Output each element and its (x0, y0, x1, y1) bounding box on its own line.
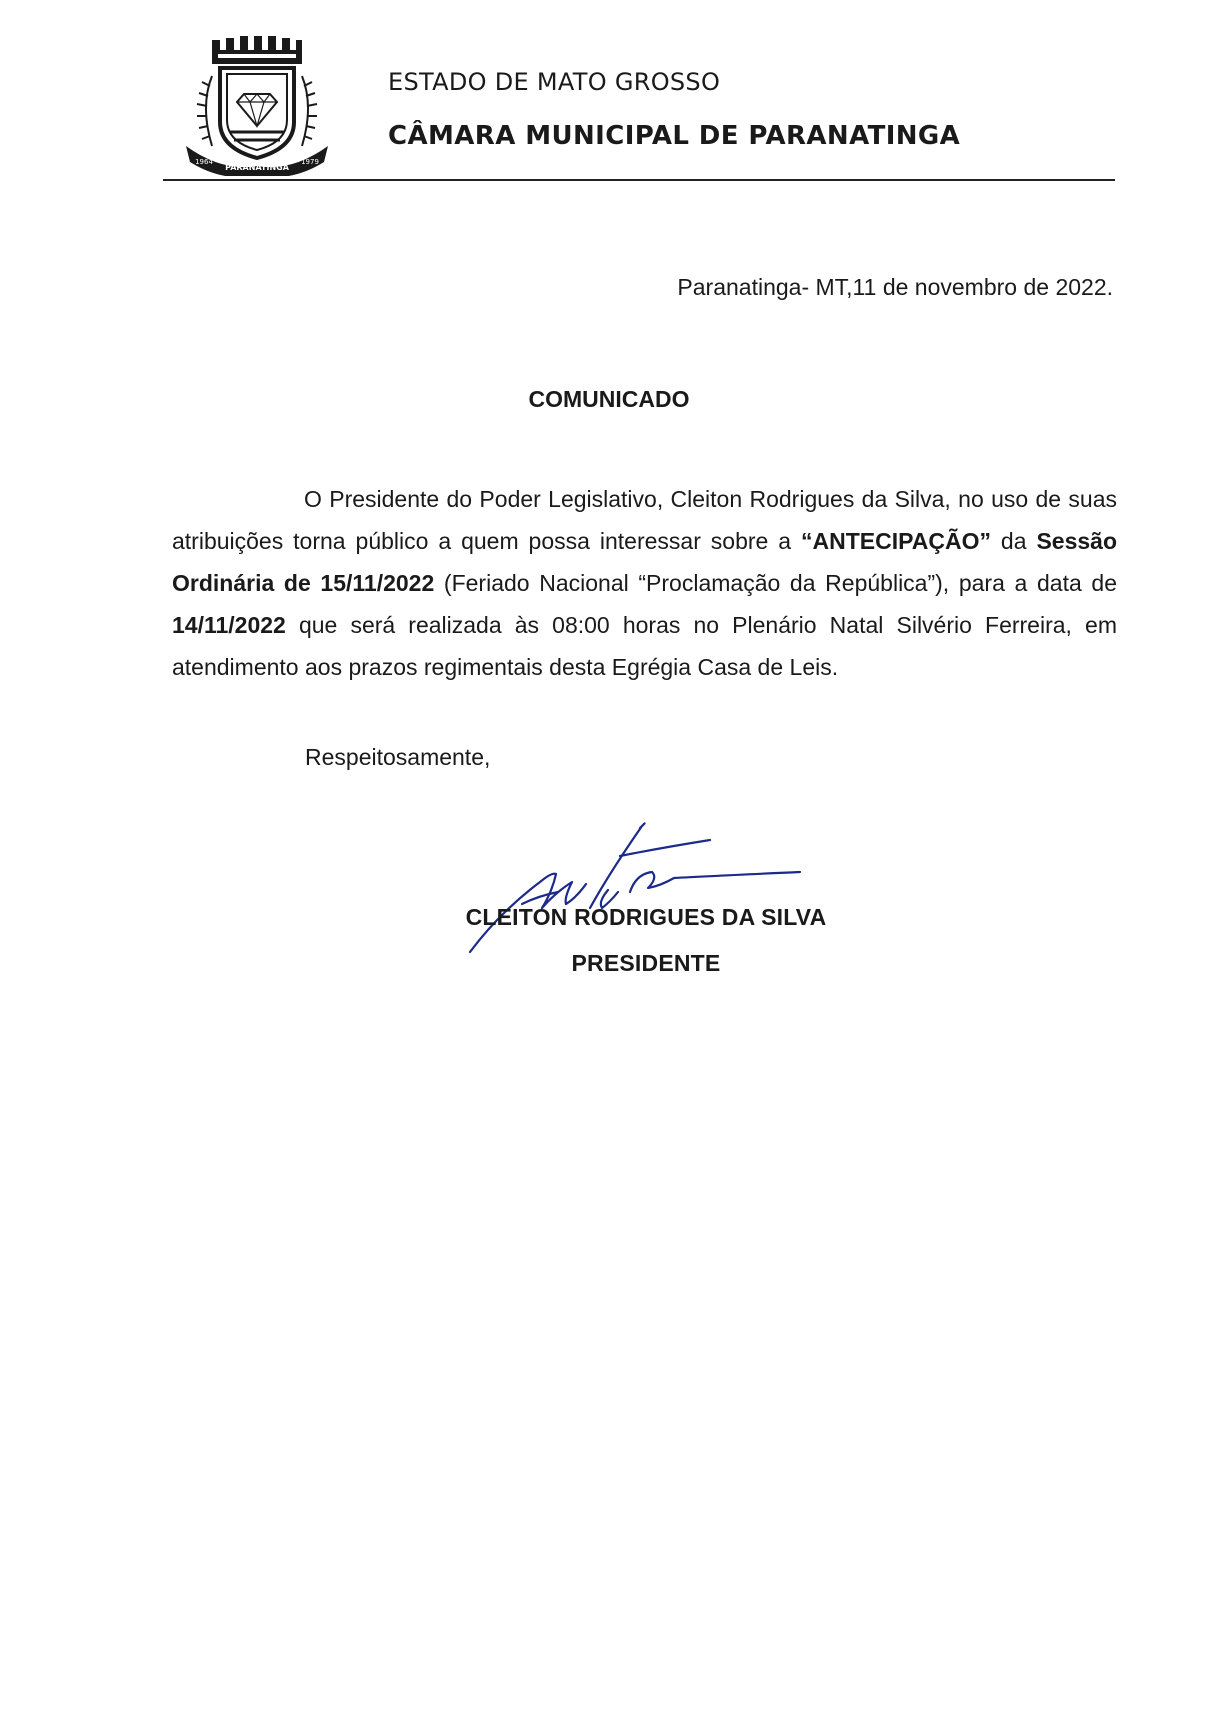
header-divider (163, 179, 1115, 181)
signer-role: PRESIDENTE (571, 950, 721, 976)
date-line: Paranatinga- MT,11 de novembro de 2022. (677, 274, 1113, 300)
body-bold-antecipacao: “ANTECIPAÇÃO” (801, 528, 991, 554)
body-text-3: (Feriado Nacional “Proclamação da República”), para a data de (434, 570, 1117, 596)
header-state: ESTADO DE MATO GROSSO (388, 68, 721, 96)
handwritten-signature (460, 812, 810, 962)
body-text-4: que será realizada às 08:00 horas no Plenário Natal Silvério Ferreira, em atendimento aos prazos regimentais desta Egrégia Casa de Leis. (172, 612, 1117, 680)
crest-ribbon-year-left: 1964 (195, 158, 213, 166)
header-chamber: CÂMARA MUNICIPAL DE PARANATINGA (388, 121, 961, 151)
body-bold-session: Sessão Ordinária de 15/11/2022 (172, 528, 1117, 596)
signer-name: CLEITON RODRIGUES DA SILVA (465, 904, 827, 930)
closing-salutation: Respeitosamente, (305, 744, 491, 770)
crest-ribbon-name: PARANATINGA (225, 163, 289, 172)
crest-ribbon-year-right: 1979 (301, 158, 319, 166)
body-paragraph (172, 478, 1117, 688)
document-title: COMUNICADO (528, 386, 690, 412)
municipal-crest-icon (182, 36, 332, 176)
body-text-1: O Presidente do Poder Legislativo, Cleiton Rodrigues da Silva, no uso de suas atribuições torna público a quem possa interessar sobre a (172, 486, 1117, 554)
body-text-2: da (990, 528, 1037, 554)
body-bold-new-date: 14/11/2022 (172, 612, 286, 638)
